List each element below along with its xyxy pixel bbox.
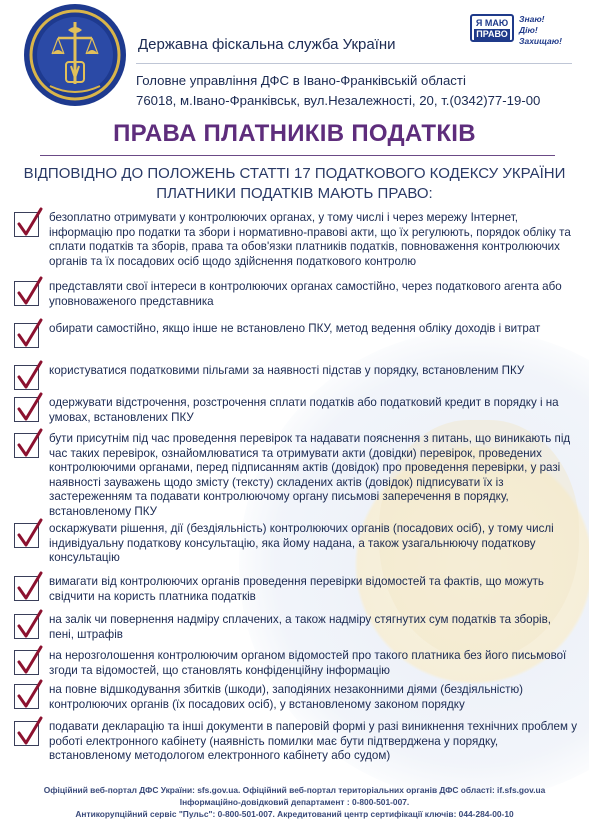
right-text: безоплатно отримувати у контролюючих органах, у тому числі і через мережу Інтернет, інформацію про податки та збори і нормативно-правові акти, що їх регулюють, порядок обліку та сплати податків та зборів, права та обов'язки платників податків, повноваження контролюючих органів та їх посадових осіб щодо здійснення податкового контролю	[49, 211, 571, 268]
checkbox-icon	[14, 650, 39, 675]
badge-line2: ПРАВО	[474, 29, 510, 40]
right-text: бути присутнім під час проведення перевірок та надавати пояснення з питань, що виникають під час таких перевірок, ознайомлюватися та отримувати акти (довідки) перевірок, проведених контролюючими органами, перед підписанням актів (довідок) про проведення перевірки, у разі наявності зауважень щодо змісту (тексту) складених актів (довідок) підписувати їх із застереженням та подавати контролюючому органу письмові заперечення в порядку, встановленому ПКУ	[49, 432, 571, 518]
checkbox-icon	[14, 397, 39, 422]
checkbox-icon	[14, 281, 39, 306]
slogan-line: Дію!	[519, 25, 538, 35]
checkbox-icon	[14, 433, 39, 458]
checkbox-icon	[14, 523, 39, 548]
right-text: вимагати від контролюючих органів проведення перевірки відомостей та фактів, що можуть свідчити на користь платника податків	[49, 575, 544, 603]
footer-line3: Антикорупційний сервіс "Пульс": 0-800-501-007. Акредитований центр сертифікації ключів: 044-284-00-10	[75, 809, 514, 819]
right-text: оскаржувати рішення, дії (бездіяльність) контролюючих органів (посадових осіб), у тому числі індивідуальну податкову консультацію, яка йому надана, а також узагальнюючу податкову консультацію	[49, 522, 554, 565]
right-text: обирати самостійно, якщо інше не встановлено ПКУ, метод ведення обліку доходів і витрат	[49, 322, 541, 335]
checkbox-icon	[14, 212, 39, 237]
right-text: подавати декларацію та інші документи в паперовій формі у разі виникнення технічних проблем у роботі електронного кабінету (наявність помилки має бути підтверджена у порядку, встановленому методологом електронного кабінету або судом)	[49, 720, 577, 763]
checkbox-icon	[14, 684, 39, 709]
subheader-line1: Головне управління ДФС в Івано-Франківській області	[136, 73, 466, 88]
badge-line1: Я МАЮ	[475, 18, 509, 28]
right-text: представляти свої інтереси в контролюючих органах самостійно, через податкового агента або уповноваженого представника	[49, 280, 562, 308]
checkbox-icon	[14, 614, 39, 639]
agency-name: Державна фіскальна служба України	[138, 36, 396, 53]
right-text: одержувати відстрочення, розстрочення сплати податків або податковий кредит в порядку і на умовах, встановлених ПКУ	[49, 396, 559, 424]
subheader-line2: 76018, м.Івано-Франківськ, вул.Незалежності, 20, т.(0342)77-19-00	[136, 93, 541, 108]
page-title: ПРАВА ПЛАТНИКІВ ПОДАТКІВ	[113, 120, 476, 147]
slogan-line: Захищаю!	[519, 36, 562, 46]
right-text: на повне відшкодування збитків (шкоди), заподіяних незаконними діями (бездіяльністю) контролюючих органів (їх посадових осіб), у встановленому законом порядку	[49, 683, 523, 711]
intro-line2: ПЛАТНИКИ ПОДАТКІВ МАЮТЬ ПРАВО:	[156, 185, 433, 202]
checkbox-icon	[14, 576, 39, 601]
right-text: на залік чи повернення надміру сплачених, а також надміру стягнутих сум податків та зборів, пені, штрафів	[49, 613, 552, 641]
slogan-line: Знаю!	[519, 14, 545, 24]
right-text: користуватися податковими пільгами за наявності підстав у порядку, встановленим ПКУ	[49, 364, 525, 377]
footer	[0, 784, 589, 820]
footer-line2: Інформаційно-довідковий департамент : 0-800-501-007.	[179, 797, 410, 807]
checkbox-icon	[14, 721, 39, 746]
intro-line1: ВІДПОВІДНО ДО ПОЛОЖЕНЬ СТАТТІ 17 ПОДАТКОВОГО КОДЕКСУ УКРАЇНИ	[23, 165, 566, 182]
right-text: на нерозголошення контролюючим органом відомостей про такого платника без його письмової згоди та відомостей, що становлять конфіденційну інформацію	[49, 649, 567, 677]
checkbox-icon	[14, 365, 39, 390]
checkbox-icon	[14, 323, 39, 348]
footer-line1: Офіційний веб-портал ДФС України: sfs.gov.ua. Офіційний веб-портал територіальних органів ДФС області: if.sfs.gov.ua	[43, 785, 546, 795]
